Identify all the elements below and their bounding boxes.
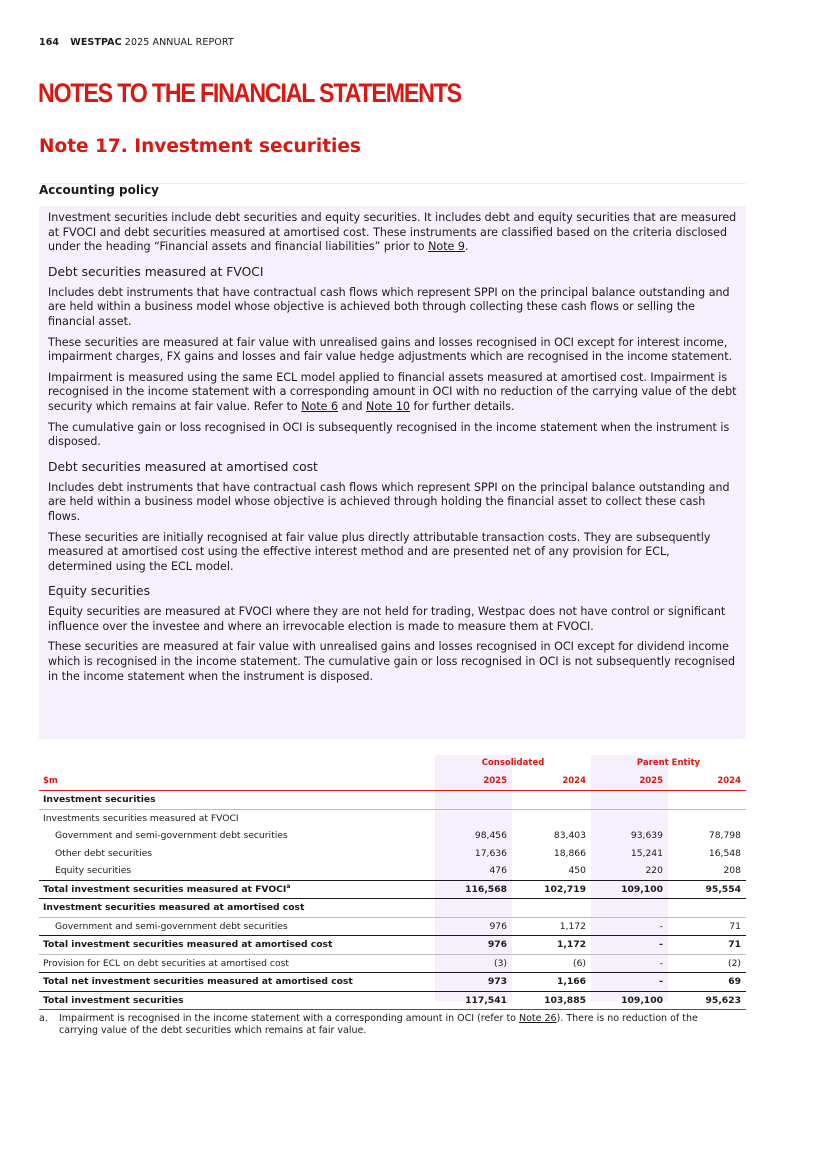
amortised-paragraph: Includes debt instruments that have contractual cash flows which represent SPPI on the principal balance outstanding and are held within a business model whose objective is achieved through holding the financial asset to collect these cash flows. <box>48 480 730 523</box>
page-number: 164 <box>39 37 60 48</box>
note-26-link[interactable]: Note 26 <box>519 1013 557 1024</box>
year-header: 2024 <box>668 773 746 791</box>
table-row: Investment securities measured at amortised cost <box>39 899 746 918</box>
table-row: Government and semi-government debt securities 98,456 83,403 93,639 78,798 <box>55 830 741 841</box>
note-6-link[interactable]: Note 6 <box>301 399 339 413</box>
section-title: NOTES TO THE FINANCIAL STATEMENTS <box>38 78 461 108</box>
table-row: Government and semi-government debt securities 976 1,172 - 71 <box>39 917 746 936</box>
table-row-total: Total investment securities measured at FVOCI$^a$ 116,568 102,719 109,100 95,554 <box>39 880 746 899</box>
year-header: 2025 <box>591 773 668 791</box>
group-header-parent-entity: Parent Entity <box>636 758 701 768</box>
footnote-label: a. <box>39 1013 48 1024</box>
note-10-link[interactable]: Note 10 <box>366 399 410 413</box>
note-9-link[interactable]: Note 9 <box>428 240 465 254</box>
investment-securities-table <box>39 755 746 1006</box>
amortised-cost-heading: Debt securities measured at amortised cost <box>48 459 318 474</box>
table-row: Equity securities 476 450 220 208 <box>55 865 741 876</box>
footnote-marker: a <box>286 882 291 890</box>
fvoci-paragraph: The cumulative gain or loss recognised in OCI is subsequently recognised in the income statement when the instrument is disposed. <box>48 420 730 449</box>
table-row: Other debt securities 17,636 18,866 15,241 16,548 <box>55 847 741 859</box>
fvoci-paragraph: Includes debt instruments that have contractual cash flows which represent SPPI on the principal balance outstanding and are held within a business model whose objective is achieved both through collecting these cash flows or selling the financial asset. <box>48 285 730 328</box>
policy-heading: Accounting policy <box>39 183 159 197</box>
unit-label: $m <box>39 773 435 791</box>
table-row-grand-total: Total investment securities 117,541 103,885 109,100 95,623 <box>39 991 746 1010</box>
table-row: Provision for ECL on debt securities at amortised cost (3) (6) - (2) <box>39 954 746 973</box>
table-row-total: Total investment securities measured at amortised cost 976 1,172 - 71 <box>39 936 746 955</box>
footnote-text: Impairment is recognised in the income statement with a corresponding amount in OCI (refer to Note 26). There is no reduction of the carrying value of the debt securities which remains at fair value. <box>59 1013 698 1036</box>
fvoci-paragraph: These securities are measured at fair value with unrealised gains and losses recognised in OCI except for interest income, impairment charges, FX gains and losses and fair value hedge adjustments which are recognised in the income statement. <box>48 335 733 364</box>
equity-paragraph: These securities are measured at fair value with unrealised gains and losses recognised in OCI except for dividend income which is recognised in the income statement. The cumulative gain or loss recognised in OCI is not subsequently recognised in the income statement when the instrument is disposed. <box>48 640 736 683</box>
page-header <box>39 37 234 48</box>
note-title: Note 17. Investment securities <box>39 136 361 157</box>
footnote <box>39 1013 746 1036</box>
group-header-consolidated: Consolidated <box>481 758 545 768</box>
year-header: 2025 <box>435 773 512 791</box>
amortised-paragraph: These securities are initially recognised at fair value plus directly attributable transaction costs. They are subsequently measured at amortised cost using the effective interest method and are presented net of any provision for ECL, determined using the ECL model. <box>48 530 711 573</box>
brand-name: WESTPAC <box>70 37 122 48</box>
table-row: Investments securities measured at FVOCI <box>39 809 746 827</box>
table-row-total: Total net investment securities measured at amortised cost 973 1,166 - 69 <box>39 973 746 992</box>
accounting-policy-box <box>39 206 746 739</box>
fvoci-heading: Debt securities measured at FVOCI <box>48 264 264 279</box>
fvoci-impairment-paragraph: Impairment is measured using the same ECL model applied to financial assets measured at amortised cost. Impairment is recognised in the income statement with a corresponding amount in OCI with no reduction of the carrying value of the debt security which remains at fair value. Refer to Note 6 and Note 10 for further details. <box>48 370 737 413</box>
equity-paragraph: Equity securities are measured at FVOCI where they are not held for trading, Westpac does not have control or significant influence over the investee and where an irrevocable election is made to measure them at FVOCI. <box>48 605 726 633</box>
equity-heading: Equity securities <box>48 584 151 599</box>
year-header: 2024 <box>512 773 591 791</box>
report-name: 2025 ANNUAL REPORT <box>124 37 234 48</box>
policy-intro: Investment securities include debt securities and equity securities. It includes debt and equity securities that are measured at FVOCI and debt securities measured at amortised cost. These instruments are classified based on the criteria disclosed under the heading “Financial assets and financial liabilities” prior to Note 9. <box>48 211 737 254</box>
table-row: Investment securities <box>43 794 156 805</box>
